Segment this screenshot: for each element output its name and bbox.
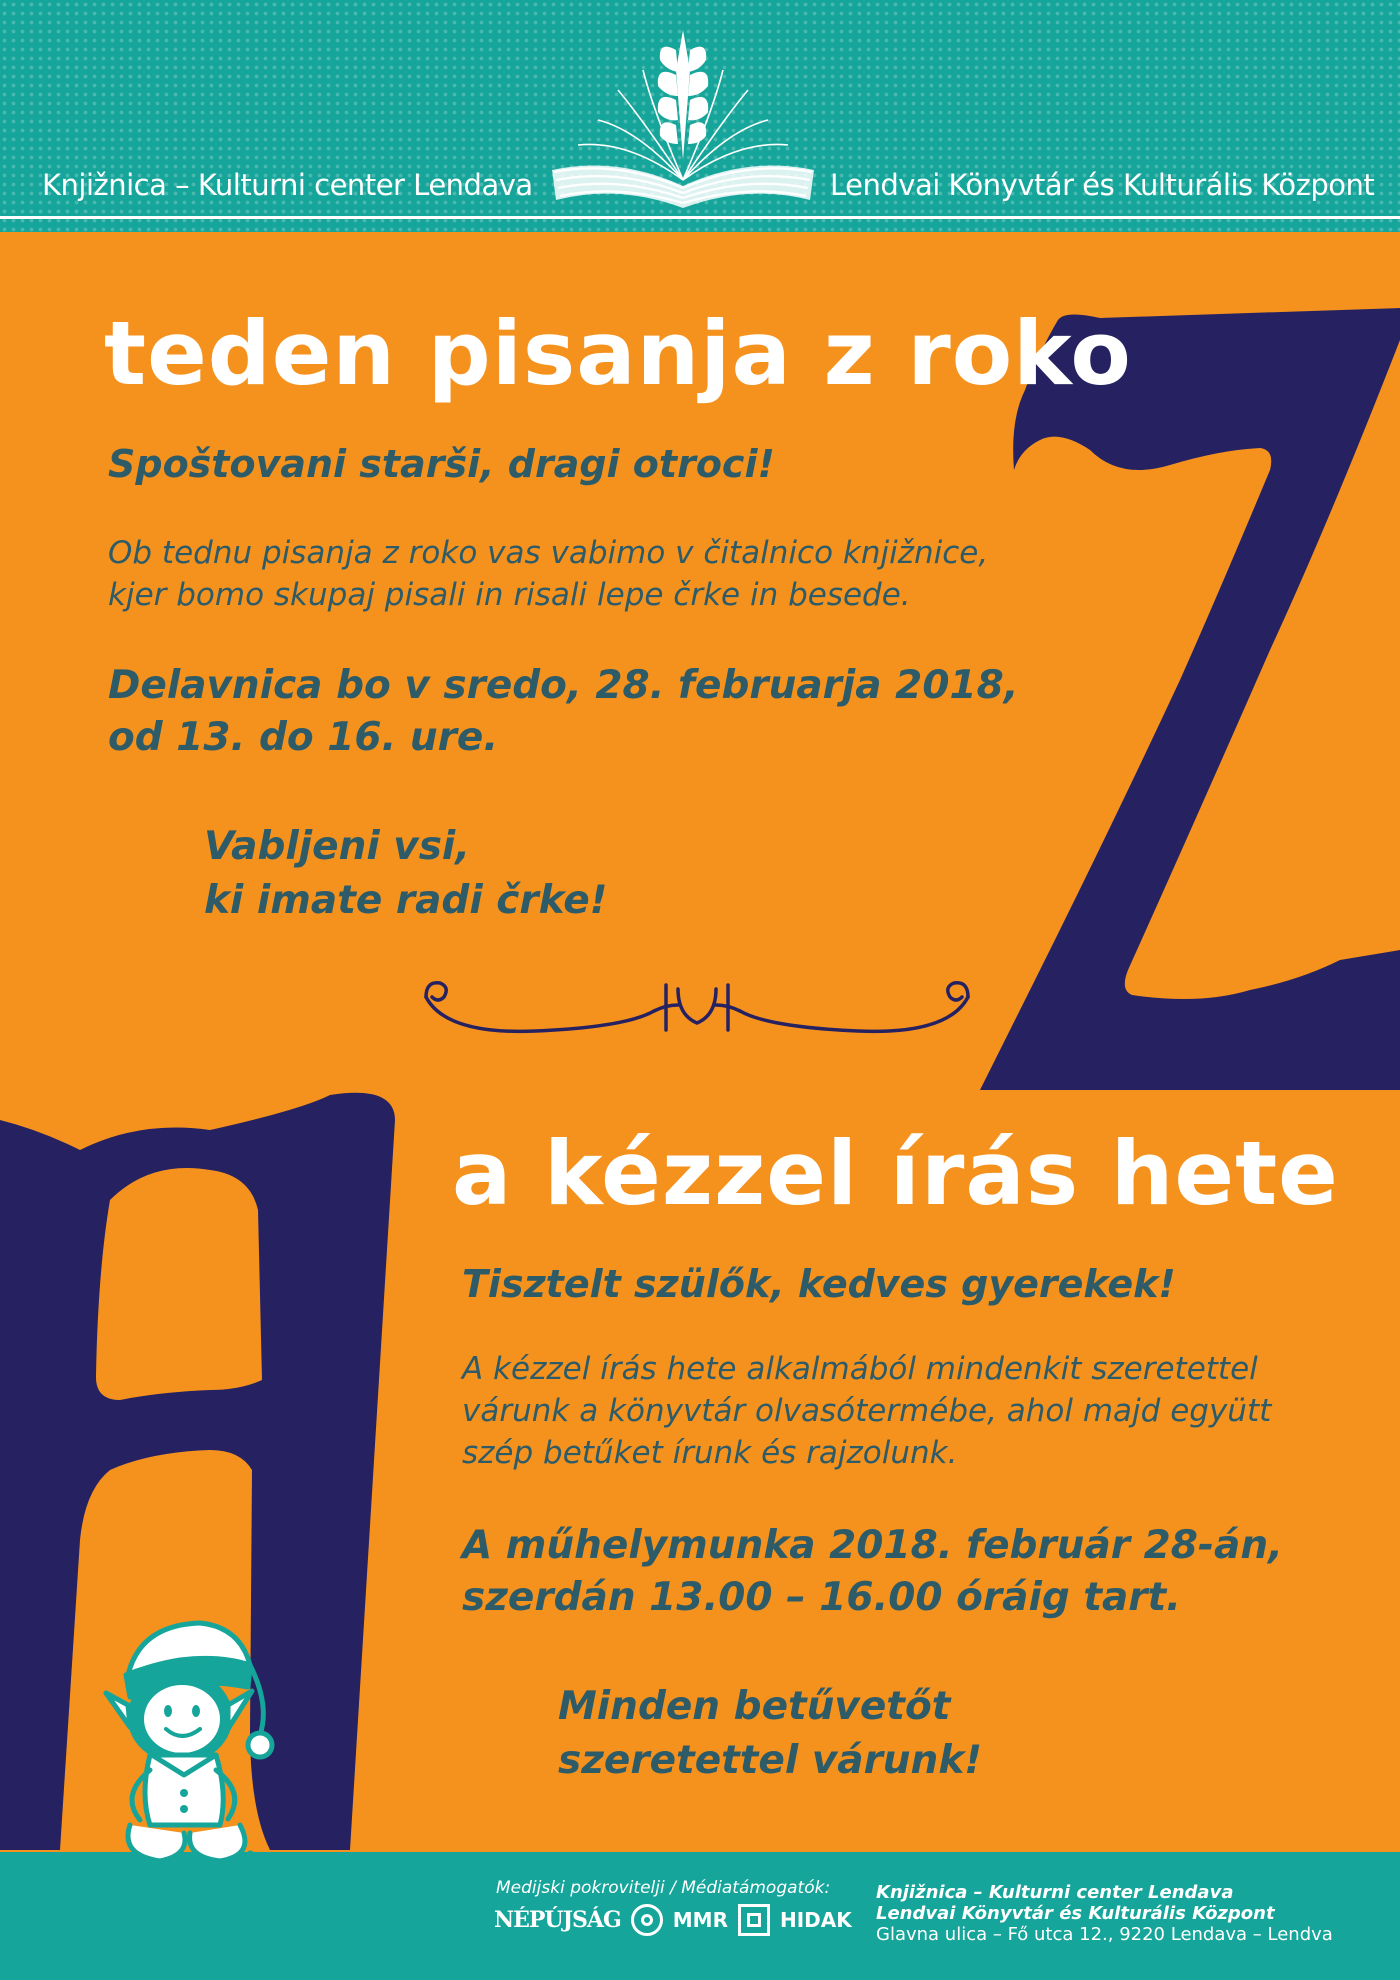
sponsor-mmr-logo: MMR (672, 1908, 728, 1932)
footer-org-slovene: Knjižnica – Kulturni center Lendava (876, 1882, 1234, 1903)
slovene-date-line: Delavnica bo v sredo, 28. februarja 2018, (108, 663, 1019, 708)
hungarian-invite (558, 1680, 982, 1788)
scroll-ornament-icon (416, 975, 978, 1047)
slovene-date (108, 660, 1019, 764)
hungarian-body-line: várunk a könyvtár olvasótermébe, ahol majd együtt (462, 1393, 1272, 1429)
hungarian-body-line: szép betűket írunk és rajzolunk. (462, 1435, 958, 1471)
slovene-body-line: Ob tednu pisanja z roko vas vabimo v čitalnico knjižnice, (108, 535, 989, 571)
slovene-date-line: od 13. do 16. ure. (108, 715, 499, 760)
slovene-body-line: kjer bomo skupaj pisali in risali lepe črke in besede. (108, 577, 911, 613)
hungarian-invite-line: szeretettel várunk! (558, 1738, 983, 1783)
footer-org-hungarian: Lendvai Könyvtár és Kulturális Központ (876, 1903, 1275, 1924)
sponsor-logos (494, 1902, 852, 1938)
hungarian-greeting: Tisztelt szülők, kedves gyerekek! (462, 1262, 1176, 1306)
slovene-greeting: Spoštovani starši, dragi otroci! (108, 442, 775, 486)
hungarian-date-line: szerdán 13.00 – 16.00 óráig tart. (462, 1575, 1181, 1620)
slovene-invite (204, 820, 607, 928)
elf-mascot-icon (100, 1605, 290, 1885)
footer-organization (876, 1882, 1333, 1945)
sponsor-nepujsag-logo: NÉPÚJSÁG (494, 1907, 621, 1933)
hungarian-date (462, 1520, 1283, 1624)
header-title-slovene: Knjižnica – Kulturni center Lendava (42, 168, 533, 202)
mmr-logo-icon (631, 1904, 663, 1936)
hungarian-body-line: A kézzel írás hete alkalmából mindenkit szeretettel (462, 1351, 1258, 1387)
footer-address: Glavna ulica – Fő utca 12., 9220 Lendava – Lendva (876, 1924, 1333, 1945)
hungarian-invite-line: Minden betűvetőt (558, 1684, 951, 1729)
header-title-hungarian: Lendvai Könyvtár és Kulturális Központ (830, 168, 1375, 202)
header-divider (0, 216, 1400, 219)
hungarian-title: a kézzel írás hete (452, 1122, 1339, 1225)
sponsor-hidak-logo: HIDAK (779, 1908, 852, 1932)
media-sponsors-label: Medijski pokrovitelji / Médiatámogatók: (496, 1878, 831, 1898)
slovene-title: teden pisanja z roko (104, 302, 1132, 405)
hungarian-body (462, 1348, 1271, 1474)
slovene-invite-line: Vabljeni vsi, (204, 824, 471, 869)
big-letter-z-decoration (970, 290, 1400, 1090)
slovene-body (108, 532, 988, 616)
slovene-invite-line: ki imate radi črke! (204, 878, 608, 923)
hidak-logo-icon (738, 1904, 770, 1936)
hungarian-date-line: A műhelymunka 2018. február 28-án, (462, 1523, 1283, 1568)
open-book-wheat-logo-icon (548, 10, 818, 210)
